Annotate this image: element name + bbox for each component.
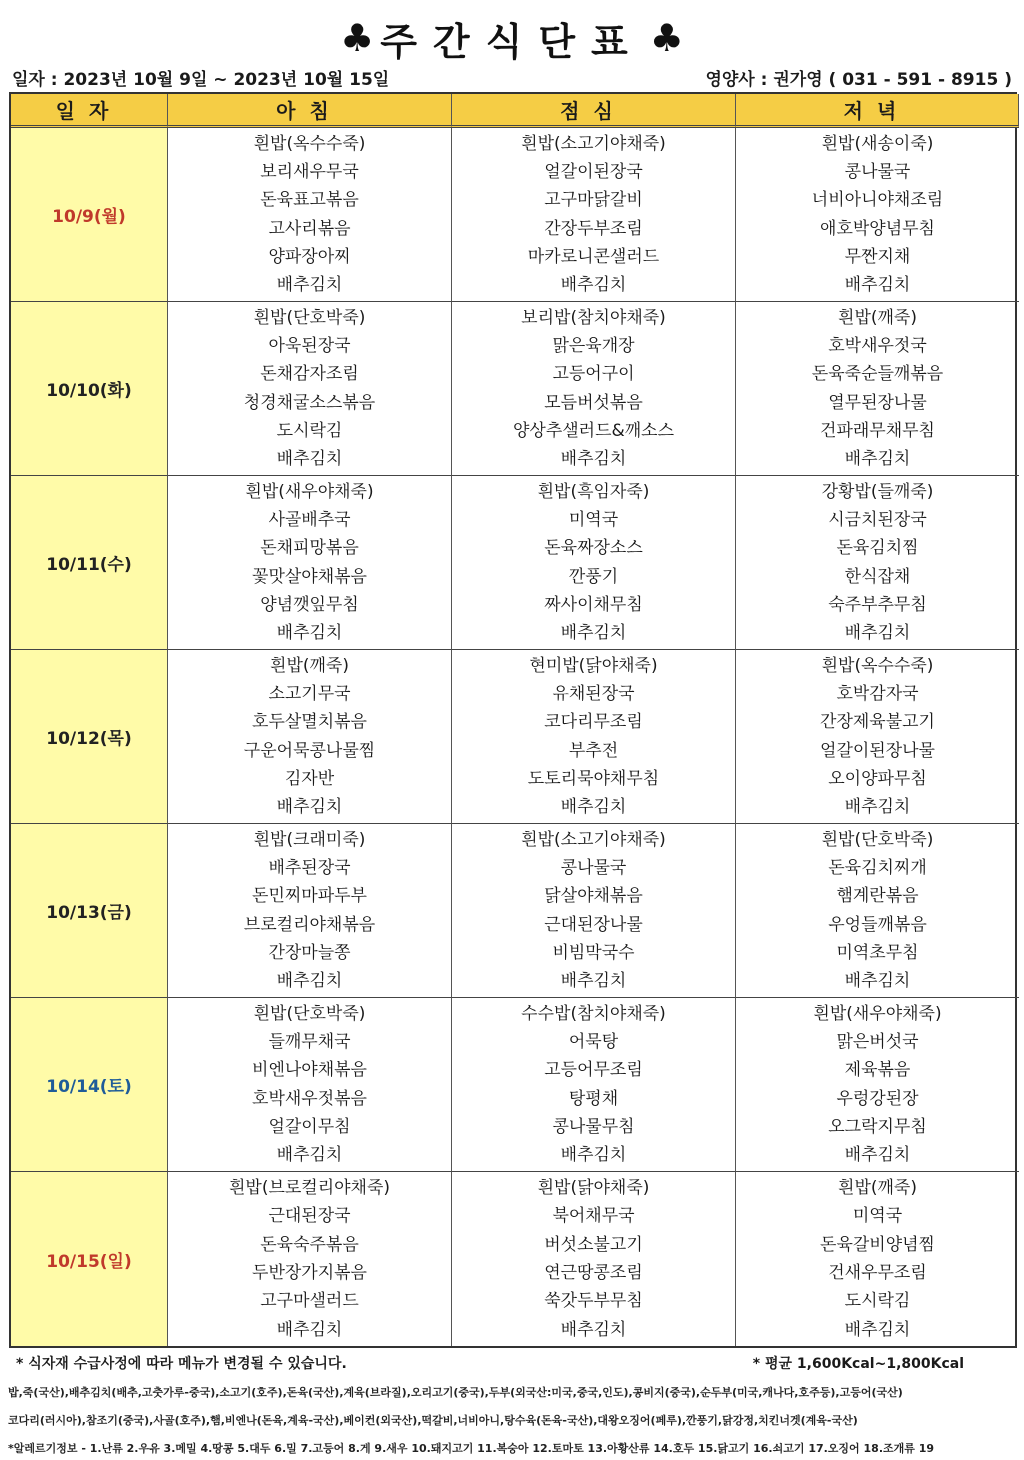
menu-item: 배추김치 (276, 274, 343, 295)
menu-item: 닭살야채볶음 (544, 886, 643, 907)
menu-item: 돈육김치찌개 (828, 858, 927, 879)
menu-item: 흰밥(닭야채죽) (537, 1178, 650, 1199)
menu-item: 한식잡채 (844, 566, 911, 587)
menu-item: 돈육표고볶음 (260, 190, 359, 211)
menu-item: 근대된장나물 (544, 914, 643, 935)
menu-item: 호박감자국 (836, 684, 919, 705)
menu-item: 제육볶음 (844, 1060, 911, 1081)
menu-item: 미역초무침 (836, 942, 919, 963)
header-dinner: 저녁 (736, 94, 1019, 128)
menu-item: 양상추샐러드&깨소스 (512, 420, 675, 441)
menu-item: 보리밥(참치야채죽) (521, 308, 666, 329)
breakfast-cell (168, 302, 452, 476)
dinner-cell (736, 998, 1019, 1172)
lunch-cell (452, 1172, 736, 1346)
menu-item: 돈채감자조림 (260, 364, 359, 385)
dinner-cell (736, 650, 1019, 824)
menu-item: 돈육숙주볶음 (260, 1234, 359, 1255)
day-date-cell: 10/10(화) (11, 302, 168, 476)
menu-item: 배추김치 (276, 448, 343, 469)
menu-item: 흰밥(단호박죽) (253, 1004, 366, 1025)
day-date-cell: 10/11(수) (11, 476, 168, 650)
dietitian-info: 영양사 : 권가영 ( 031 - 591 - 8915 ) (705, 69, 1012, 90)
menu-item: 도토리묵야채무침 (527, 768, 660, 789)
menu-item: 배추김치 (844, 274, 911, 295)
menu-item: 오그락지무침 (828, 1116, 927, 1137)
menu-item: 탕평채 (568, 1088, 619, 1109)
lunch-cell (452, 128, 736, 302)
day-date-cell: 10/12(목) (11, 650, 168, 824)
dinner-cell (736, 302, 1019, 476)
menu-item: 고구마샐러드 (260, 1291, 359, 1312)
menu-item: 돈육죽순들깨볶음 (811, 364, 944, 385)
header-breakfast: 아침 (168, 94, 452, 128)
menu-item: 간장마늘쫑 (268, 942, 351, 963)
menu-item: 배추김치 (560, 274, 627, 295)
header-date: 일자 (11, 94, 168, 128)
menu-item: 건파래무채무침 (820, 420, 935, 441)
menu-item: 얼갈이된장국 (544, 162, 643, 183)
menu-item: 미역국 (852, 1206, 903, 1227)
menu-item: 배추된장국 (268, 858, 351, 879)
menu-item: 현미밥(닭야채죽) (529, 656, 658, 677)
menu-item: 유채된장국 (552, 684, 635, 705)
dinner-cell (736, 824, 1019, 998)
dinner-cell (736, 128, 1019, 302)
menu-item: 김자반 (284, 768, 335, 789)
menu-item: 고사리볶음 (268, 218, 351, 239)
date-range: 일자 : 2023년 10월 9일 ~ 2023년 10월 15일 (12, 69, 390, 90)
menu-item: 콩나물무침 (552, 1116, 635, 1137)
menu-item: 배추김치 (560, 622, 627, 643)
menu-item: 숙주부추무침 (828, 594, 927, 615)
allergy-info: *알레르기정보 - 1.난류 2.우유 3.메밀 4.땅콩 5.대두 6.밀 7.고등어 8.게 9.새우 10.돼지고기 11.복숭아 12.토마토 13.아황산류 14.호두 15.닭고기 16.쇠고기 17.오징어 18.조개류 19 (8, 1442, 935, 1455)
title-text: 주간식단표 (380, 19, 644, 64)
menu-item: 콩나물국 (844, 162, 911, 183)
breakfast-cell (168, 998, 452, 1172)
menu-item: 양파장아찌 (268, 246, 351, 267)
menu-item: 강황밥(들깨죽) (821, 482, 934, 503)
menu-item: 소고기무국 (268, 684, 351, 705)
menu-item: 흰밥(깨죽) (838, 308, 917, 329)
menu-item: 흰밥(브로컬리야채죽) (228, 1178, 391, 1199)
day-date-cell: 10/14(토) (11, 998, 168, 1172)
menu-item: 고등어구이 (552, 364, 635, 385)
calorie-info: * 평균 1,600Kcal~1,800Kcal (752, 1356, 964, 1372)
breakfast-cell (168, 650, 452, 824)
menu-item: 우엉들깨볶음 (828, 914, 927, 935)
menu-item: 쑥갓두부무침 (544, 1291, 643, 1312)
menu-item: 흰밥(깨죽) (838, 1178, 917, 1199)
menu-item: 맑은육개장 (552, 336, 635, 357)
menu-item: 호두살멸치볶음 (252, 712, 367, 733)
menu-item: 브로컬리야채볶음 (243, 914, 376, 935)
menu-item: 우렁강된장 (836, 1088, 919, 1109)
menu-item: 북어채무국 (552, 1206, 635, 1227)
origin-info-line: 밥,죽(국산),배추김치(배추,고춧가루-중국),소고기(호주),돈육(국산),계육(브라질),오리고기(중국),두부(외국산:미국,중국,인도),콩비지(중국),순두부(미국,캐나다,호주등),고등어(국산) (8, 1386, 903, 1399)
header-lunch: 점심 (452, 94, 736, 128)
menu-item: 흰밥(크래미죽) (253, 830, 366, 851)
menu-item: 흰밥(새우야채죽) (813, 1004, 942, 1025)
menu-item: 흰밥(옥수수죽) (253, 134, 366, 155)
menu-item: 보리새우무국 (260, 162, 359, 183)
dinner-cell (736, 1172, 1019, 1346)
menu-item: 배추김치 (560, 970, 627, 991)
menu-item: 배추김치 (276, 1319, 343, 1340)
day-date-cell: 10/15(일) (11, 1172, 168, 1346)
menu-item: 사골배추국 (268, 510, 351, 531)
menu-item: 돈민찌마파두부 (252, 886, 367, 907)
menu-item: 흰밥(깨죽) (270, 656, 349, 677)
menu-item: 간장제육불고기 (820, 712, 935, 733)
menu-item: 코다리무조림 (544, 712, 643, 733)
menu-item: 흰밥(소고기야채죽) (521, 134, 666, 155)
menu-item: 돈육김치찜 (836, 538, 919, 559)
menu-item: 애호박양념무침 (820, 218, 935, 239)
menu-item: 고등어무조림 (544, 1060, 643, 1081)
menu-item: 배추김치 (844, 796, 911, 817)
menu-item: 짜사이채무침 (544, 594, 643, 615)
menu-item: 배추김치 (560, 796, 627, 817)
menu-item: 깐풍기 (568, 566, 619, 587)
menu-item: 연근땅콩조림 (544, 1263, 643, 1284)
menu-item: 콩나물국 (560, 858, 627, 879)
menu-item: 간장두부조림 (544, 218, 643, 239)
breakfast-cell (168, 1172, 452, 1346)
notice-bar (16, 1352, 964, 1374)
menu-item: 두반장가지볶음 (252, 1263, 367, 1284)
menu-item: 무짠지채 (844, 246, 911, 267)
menu-item: 호박새우젓볶음 (252, 1088, 367, 1109)
menu-item: 배추김치 (560, 1144, 627, 1165)
lunch-cell (452, 302, 736, 476)
menu-item: 들깨무채국 (268, 1032, 351, 1053)
menu-item: 배추김치 (844, 622, 911, 643)
menu-item: 구운어묵콩나물찜 (243, 740, 376, 761)
menu-item: 배추김치 (844, 1319, 911, 1340)
menu-item: 배추김치 (276, 622, 343, 643)
day-date-cell: 10/9(월) (11, 128, 168, 302)
menu-item: 너비아니야채조림 (811, 190, 944, 211)
menu-item: 시금치된장국 (828, 510, 927, 531)
menu-item: 도시락김 (844, 1291, 911, 1312)
menu-item: 흰밥(소고기야채죽) (521, 830, 666, 851)
menu-item: 배추김치 (560, 1319, 627, 1340)
menu-item: 배추김치 (276, 796, 343, 817)
menu-item: 배추김치 (560, 448, 627, 469)
breakfast-cell (168, 128, 452, 302)
lunch-cell (452, 824, 736, 998)
breakfast-cell (168, 476, 452, 650)
menu-item: 흰밥(단호박죽) (253, 308, 366, 329)
menu-item: 배추김치 (844, 1144, 911, 1165)
dinner-cell (736, 476, 1019, 650)
menu-item: 배추김치 (844, 970, 911, 991)
menu-item: 건새우무조림 (828, 1263, 927, 1284)
menu-item: 수수밥(참치야채죽) (521, 1004, 666, 1025)
menu-item: 미역국 (568, 510, 619, 531)
menu-item: 오이양파무침 (828, 768, 927, 789)
menu-item: 도시락김 (276, 420, 343, 441)
menu-item: 돈육짜장소스 (544, 538, 643, 559)
menu-item: 버섯소불고기 (544, 1234, 643, 1255)
menu-item: 흰밥(옥수수죽) (821, 656, 934, 677)
info-bar (12, 66, 1012, 88)
menu-item: 흰밥(단호박죽) (821, 830, 934, 851)
breakfast-cell (168, 824, 452, 998)
menu-item: 꽃맛살야채볶음 (252, 566, 367, 587)
club-icon: ♣ (340, 16, 375, 60)
page-title (0, 12, 1024, 64)
menu-item: 얼갈이무침 (268, 1116, 351, 1137)
menu-item: 맑은버섯국 (836, 1032, 919, 1053)
menu-item: 비빔막국수 (552, 942, 635, 963)
lunch-cell (452, 476, 736, 650)
menu-item: 돈채피망볶음 (260, 538, 359, 559)
menu-item: 고구마닭갈비 (544, 190, 643, 211)
menu-item: 배추김치 (276, 1144, 343, 1165)
menu-item: 흰밥(새송이죽) (821, 134, 934, 155)
menu-item: 아욱된장국 (268, 336, 351, 357)
menu-item: 얼갈이된장나물 (820, 740, 935, 761)
club-icon: ♣ (649, 16, 684, 60)
menu-table (9, 92, 1017, 1348)
menu-item: 흰밥(새우야채죽) (245, 482, 374, 503)
lunch-cell (452, 650, 736, 824)
menu-item: 어묵탕 (568, 1032, 619, 1053)
menu-item: 부추전 (568, 740, 619, 761)
lunch-cell (452, 998, 736, 1172)
origin-info-line: 코다리(러시아),참조기(중국),사골(호주),햄,비엔나(돈육,계육-국산),베이컨(외국산),떡갈비,너비아니,탕수육(돈육-국산),대왕오징어(페루),깐풍기,닭강정,치킨너겟(계육-국산) (8, 1414, 858, 1427)
menu-item: 배추김치 (276, 970, 343, 991)
menu-item: 모듬버섯볶음 (544, 392, 643, 413)
menu-item: 청경채굴소스볶음 (243, 392, 376, 413)
menu-change-notice: * 식자재 수급사정에 따라 메뉴가 변경될 수 있습니다. (16, 1356, 347, 1372)
menu-item: 배추김치 (844, 448, 911, 469)
menu-item: 호박새우젓국 (828, 336, 927, 357)
day-date-cell: 10/13(금) (11, 824, 168, 998)
menu-item: 마카로니콘샐러드 (527, 246, 660, 267)
menu-item: 근대된장국 (268, 1206, 351, 1227)
menu-item: 흰밥(흑임자죽) (537, 482, 650, 503)
menu-item: 열무된장나물 (828, 392, 927, 413)
menu-item: 양념깻잎무침 (260, 594, 359, 615)
menu-item: 돈육갈비양념찜 (820, 1234, 935, 1255)
menu-item: 햄계란볶음 (836, 886, 919, 907)
menu-item: 비엔나야채볶음 (252, 1060, 367, 1081)
